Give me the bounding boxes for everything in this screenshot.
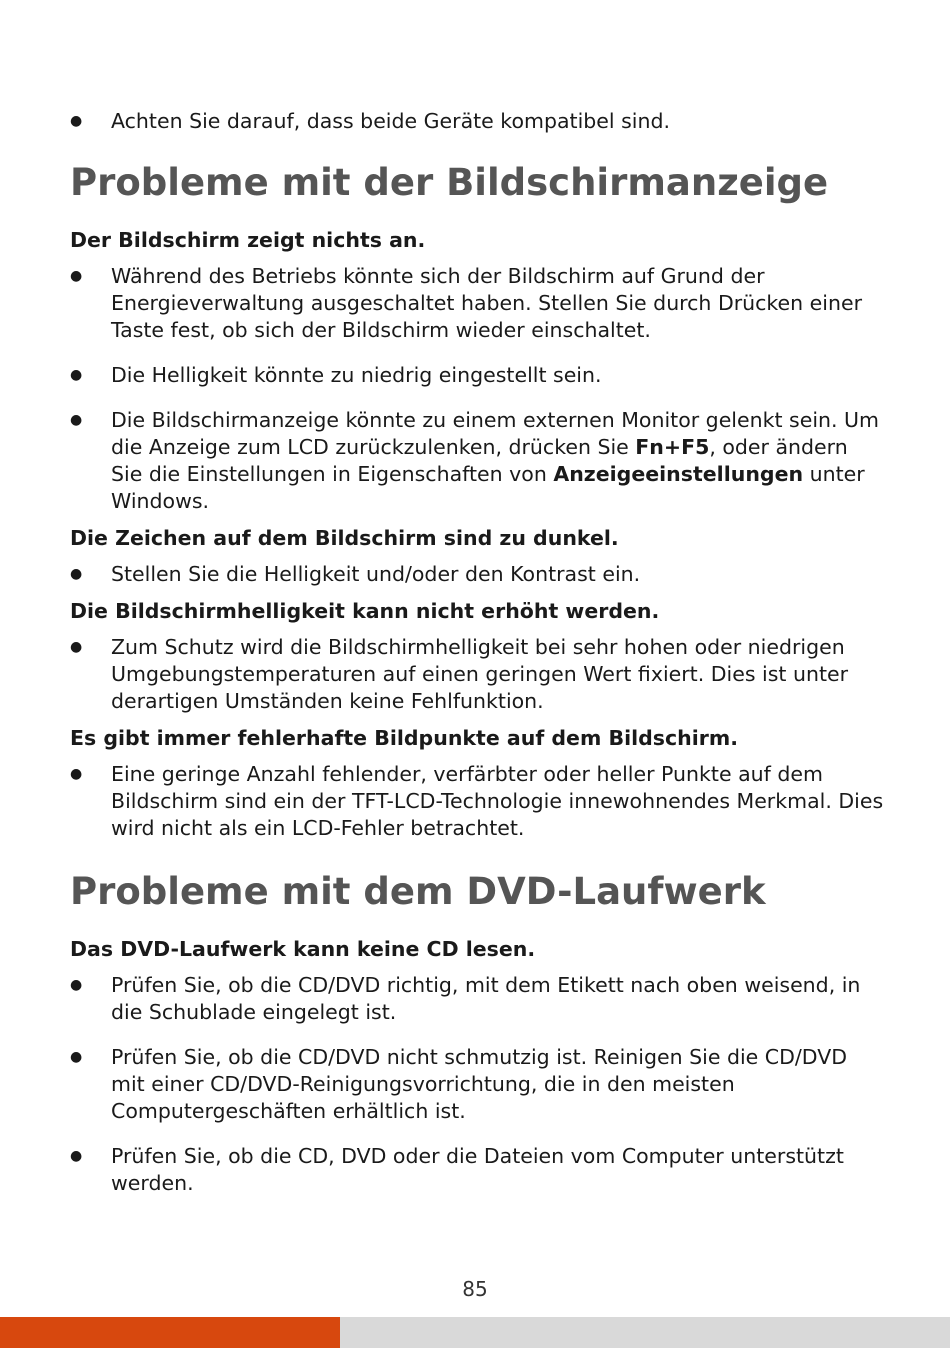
list-item: ● Prüfen Sie, ob die CD/DVD nicht schmutzig ist. Reinigen Sie die CD/DVD mit einer CD/DVD-Reinigungsvorrichtung, die in den meisten Computergeschäften erhältlich ist. bbox=[70, 1044, 885, 1125]
text-segment: unter Windows. bbox=[111, 462, 865, 513]
problem-heading: Die Zeichen auf dem Bildschirm sind zu dunkel. bbox=[70, 526, 619, 550]
problem-heading: Die Bildschirmhelligkeit kann nicht erhöht werden. bbox=[70, 599, 660, 623]
problem-no-display bbox=[70, 227, 885, 515]
problem-brightness bbox=[70, 598, 885, 715]
problem-heading: Es gibt immer fehlerhafte Bildpunkte auf dem Bildschirm. bbox=[70, 726, 739, 750]
problem-bad-pixels bbox=[70, 725, 885, 842]
intro-list bbox=[70, 108, 885, 135]
list-item: ● Prüfen Sie, ob die CD/DVD richtig, mit dem Etikett nach oben weisend, in die Schublade eingelegt ist. bbox=[70, 972, 885, 1026]
page-number: 85 bbox=[462, 1277, 488, 1301]
section-title-dvd: Probleme mit dem DVD-Laufwerk bbox=[70, 870, 766, 913]
list-item: ● Eine geringe Anzahl fehlender, verfärbter oder heller Punkte auf dem Bildschirm sind ein der TFT-LCD-Technologie innewohnendes Merkmal. Dies wird nicht als ein LCD-Fehler betrachtet. bbox=[70, 761, 885, 842]
footer-grey-bar bbox=[340, 1317, 950, 1348]
bullet-list bbox=[70, 761, 885, 842]
text-segment: Die Bildschirmanzeige könnte zu einem externen Monitor gelenkt sein. Um die Anzeige zum LCD zurückzulenken, drücken Sie bbox=[111, 408, 880, 459]
bullet-list bbox=[70, 561, 885, 588]
settings-name: Anzeigeeinstellungen bbox=[553, 462, 804, 486]
list-item: ● Die Helligkeit könnte zu niedrig eingestellt sein. bbox=[70, 362, 885, 389]
problem-heading: Der Bildschirm zeigt nichts an. bbox=[70, 228, 426, 252]
list-item bbox=[70, 407, 885, 515]
list-item: ● Prüfen Sie, ob die CD, DVD oder die Dateien vom Computer unterstützt werden. bbox=[70, 1143, 885, 1197]
page-content bbox=[70, 108, 885, 1207]
list-item: ● Stellen Sie die Helligkeit und/oder den Kontrast ein. bbox=[70, 561, 885, 588]
section-title-display: Probleme mit der Bildschirmanzeige bbox=[70, 161, 829, 204]
problem-heading: Das DVD-Laufwerk kann keine CD lesen. bbox=[70, 937, 536, 961]
bullet-list bbox=[70, 634, 885, 715]
footer-accent-bar bbox=[0, 1317, 340, 1348]
list-item: ● Zum Schutz wird die Bildschirmhelligkeit bei sehr hohen oder niedrigen Umgebungstemperaturen auf einen geringen Wert fixiert. Dies ist unter derartigen Umständen keine Fehlfunktion. bbox=[70, 634, 885, 715]
key-combo: Fn+F5 bbox=[635, 435, 710, 459]
problem-dark-characters bbox=[70, 525, 885, 588]
bullet-list bbox=[70, 263, 885, 515]
text-segment: , oder ändern Sie die Einstellungen in Eigenschaften von bbox=[111, 435, 848, 486]
problem-dvd-cannot-read bbox=[70, 936, 885, 1197]
bullet-list bbox=[70, 972, 885, 1197]
list-item: ● Achten Sie darauf, dass beide Geräte kompatibel sind. bbox=[70, 108, 885, 135]
list-item: ● Während des Betriebs könnte sich der Bildschirm auf Grund der Energieverwaltung ausgeschaltet haben. Stellen Sie durch Drücken einer Taste fest, ob sich der Bildschirm wieder einschaltet. bbox=[70, 263, 885, 344]
